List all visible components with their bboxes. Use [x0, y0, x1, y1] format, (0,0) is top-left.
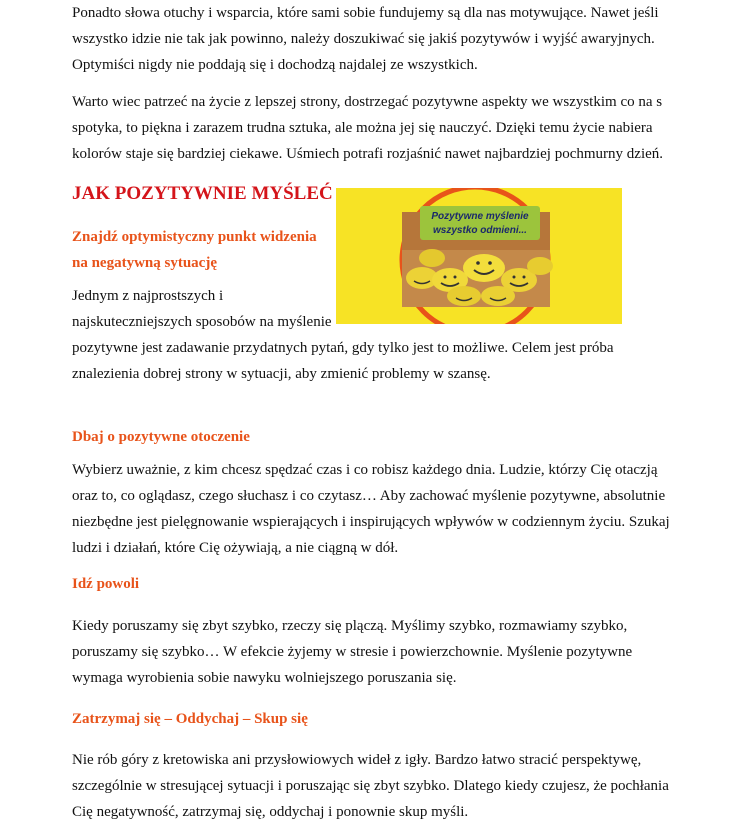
section-3-heading: Idź powoli — [72, 576, 140, 592]
section-1-heading — [72, 224, 317, 276]
section-2-body: Wybierz uważnie, z kim chcesz spędzać czas i co robisz każdego dnia. Ludzie, którzy Cię otaczją oraz to, co oglądasz, czego słuchasz i co czytasz… Aby zachować myślenie pozytywne, absolutnie niezbędne jest pielęgnowanie wspierających i inspirujących wpływów w codziennym życiu. Szukaj ludzi i działań, które Cię ożywiają, a nie ciągną w dół. — [72, 462, 670, 556]
section-1-heading-line-2: na negatywną sytuację — [72, 255, 217, 271]
section-1-heading-line-1: Znajdź optymistyczny punkt widzenia — [72, 229, 317, 245]
section-1-body-rest: pozytywne jest zadawanie przydatnych pytań, gdy tylko jest to możliwe. Celem jest próba znalezienia dobrej strony w sytuacji, aby zmienić problemy w szansę. — [72, 340, 614, 382]
section-1-body — [72, 283, 684, 387]
intro-paragraph-2: Warto wiec patrzeć na życie z lepszej strony, dostrzegać pozytywne aspekty we wszystkim co na s spotyka, to piękna i zarazem trudna sztuka, ale można jej się nauczyć. Dzięki temu życie nabiera kolorów staje się bardziej ciekawe. Uśmiech potrafi rozjaśnić nawet najbardziej pochmurny dzień. — [72, 94, 664, 162]
section-2-heading: Dbaj o pozytywne otoczenie — [72, 429, 250, 445]
intro-paragraph-1: Ponadto słowa otuchy i wsparcia, które sami sobie fundujemy są dla nas motywujące. Nawet jeśli wszystko idzie nie tak jak powinno, należy doszukiwać się jakiś pozytywów i wyjść awaryjnych. Optymiści nigdy nie poddają się i dochodzą najdalej ze wszystkich. — [72, 5, 659, 73]
section-4-heading: Zatrzymaj się – Oddychaj – Skup się — [72, 711, 308, 727]
section-4-body: Nie rób góry z kretowiska ani przysłowiowych wideł z igły. Bardzo łatwo stracić perspektywę, szczególnie w stresującej sytuacji i poruszając się zbyt szybko. Dlatego kiedy czujesz, że pochłania Cię negatywność, zatrzymaj się, oddychaj i ponownie skup myśli. — [72, 752, 669, 820]
banner-line-1: Pozytywne myślenie — [431, 211, 529, 222]
section-1-body-line-2: najskuteczniejszych sposobów na myślenie — [72, 314, 332, 330]
main-heading: JAK POZYTYWNIE MYŚLEĆ — [72, 183, 333, 204]
section-1-body-line-1: Jednym z najprostszych i — [72, 288, 224, 304]
banner-line-2: wszystko odmieni... — [433, 225, 527, 236]
section-3-body: Kiedy poruszamy się zbyt szybko, rzeczy się plączą. Myślimy szybko, rozmawiamy szybko, poruszamy się szybko… W efekcie żyjemy w stresie i powierzchownie. Myślenie pozytywne wymaga wyrobienia sobie nawyku wolniejszego poruszania się. — [72, 618, 633, 686]
